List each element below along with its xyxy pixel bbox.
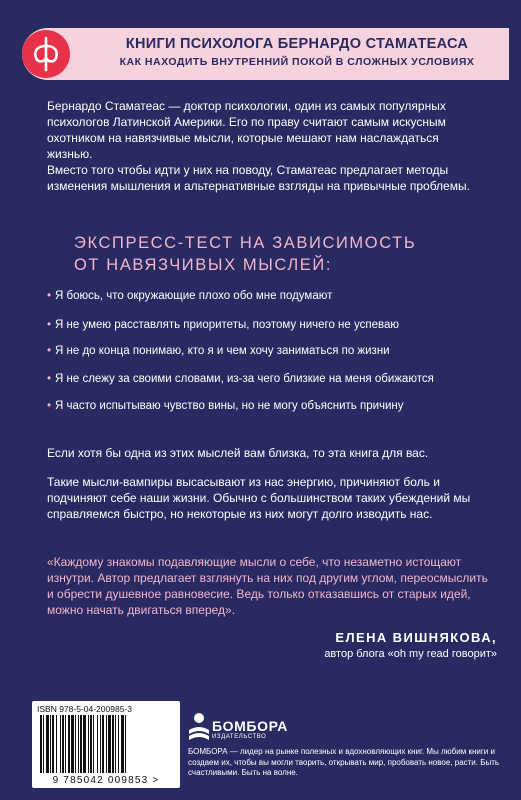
quote-author: ЕЛЕНА ВИШНЯКОВА, — [335, 630, 497, 645]
barcode-bar — [93, 715, 94, 773]
bullet-icon: • — [47, 290, 52, 302]
barcode-bar — [125, 715, 126, 773]
barcode-bar — [115, 715, 116, 773]
intro-paragraph: Бернардо Стаматеас — доктор психологии, один из самых популярных психологов Латинской Америки. Его по праву считают самым искусным охотником на навязчивые мысли, которые мешают нам наслаждаться жизнью. — [47, 99, 446, 161]
barcode-bar — [62, 715, 64, 773]
bullet-icon: • — [47, 345, 52, 357]
barcode-icon — [38, 715, 174, 775]
bullet-icon: • — [47, 400, 52, 412]
barcode-bar — [65, 715, 66, 773]
fi-logo-icon — [22, 30, 70, 78]
barcode-bar — [52, 715, 54, 773]
outro-paragraph: Такие мысли-вампиры высасывают из нас энергию, причиняют боль и подчиняют себе наши жизни. Обычно с большинством таких убеждений мы справляемся быстро, но некоторые из них могут долго изводить нас. — [47, 475, 471, 521]
barcode-box — [32, 701, 180, 788]
barcode-bar — [97, 715, 98, 773]
barcode-bar — [40, 715, 42, 773]
bullet-icon: • — [47, 373, 52, 385]
test-title: ОТ НАВЯЗЧИВЫХ МЫСЛЕЙ: — [74, 256, 333, 274]
barcode-bar — [102, 715, 104, 773]
barcode-bar — [75, 715, 76, 773]
barcode-number: 9 785042 009853 > — [52, 775, 160, 786]
publisher-name: БОМБОРА — [212, 718, 288, 734]
test-item-text: Я часто испытываю чувство вины, но не могу объяснить причину — [55, 400, 404, 412]
series-title: КНИГИ ПСИХОЛОГА БЕРНАРДО СТАМАТЕАСА — [125, 36, 469, 52]
series-subtitle: КАК НАХОДИТЬ ВНУТРЕННИЙ ПОКОЙ В СЛОЖНЫХ УСЛОВИЯХ — [119, 56, 475, 68]
barcode-bar — [80, 715, 82, 773]
barcode-bar — [71, 715, 74, 773]
barcode-bar — [118, 715, 119, 773]
barcode-bar — [90, 715, 92, 773]
quote-author-desc: автор блога «oh my read говорит» — [324, 648, 497, 660]
test-item-text: Я не слежу за своими словами, из-за чего близкие на меня обижаются — [55, 373, 434, 385]
outro-paragraph: Если хотя бы одна из этих мыслей вам близка, то эта книга для вас. — [47, 446, 429, 460]
barcode-bar — [112, 715, 114, 773]
barcode-bar — [43, 715, 44, 773]
test-title: ЭКСПРЕСС-ТЕСТ НА ЗАВИСИМОСТЬ — [74, 234, 417, 252]
review-quote: «Каждому знакомы подавляющие мысли о себе, что незаметно истощают изнутри. Автор предлагает взглянуть на них под другим углом, переосмыслить и обрести душевное равновесие. Ведь только отказавшись от старых идей, можно начать двигаться вперед». — [47, 555, 488, 617]
isbn-text: ISBN 978-5-04-200985-3 — [37, 704, 132, 714]
barcode-bar — [100, 715, 101, 773]
publisher-description: БОМБОРА — лидер на рынке полезных и вдохновляющих книг. Мы любим книги и создаем их, чтобы вы могли творить, открывать мир, пробовать новое, расти. Быть счастливыми. Быть на волне. — [188, 747, 500, 777]
barcode-bar — [108, 715, 111, 773]
barcode-bar — [68, 715, 70, 773]
barcode-bar — [106, 715, 107, 773]
barcode-bar — [56, 715, 57, 773]
test-item — [47, 318, 497, 332]
test-item-text: Я не умею расставлять приоритеты, поэтому ничего не успеваю — [55, 319, 399, 331]
test-item — [47, 344, 497, 358]
test-item-text: Я боюсь, что окружающие плохо обо мне подумают — [55, 290, 333, 302]
barcode-bar — [50, 715, 51, 773]
publisher-sub: ИЗДАТЕЛЬСТВО — [212, 734, 267, 740]
intro-paragraph: Вместо того чтобы идти у них на поводу, Стаматеас предлагает методы изменения мышления и альтернативные взгляды на привычные проблемы. — [47, 163, 470, 193]
barcode-bar — [88, 715, 89, 773]
barcode-bar — [78, 715, 79, 773]
barcode-bar — [60, 715, 61, 773]
test-item-text: Я не до конца понимаю, кто я и чем хочу заниматься по жизни — [55, 345, 390, 357]
barcode-bar — [121, 715, 124, 773]
bombora-logo-icon — [188, 712, 210, 747]
test-item — [47, 289, 497, 303]
test-item — [47, 399, 497, 413]
barcode-bar — [46, 715, 49, 773]
test-item — [47, 372, 497, 386]
bullet-icon: • — [47, 319, 52, 331]
barcode-bar — [83, 715, 86, 773]
